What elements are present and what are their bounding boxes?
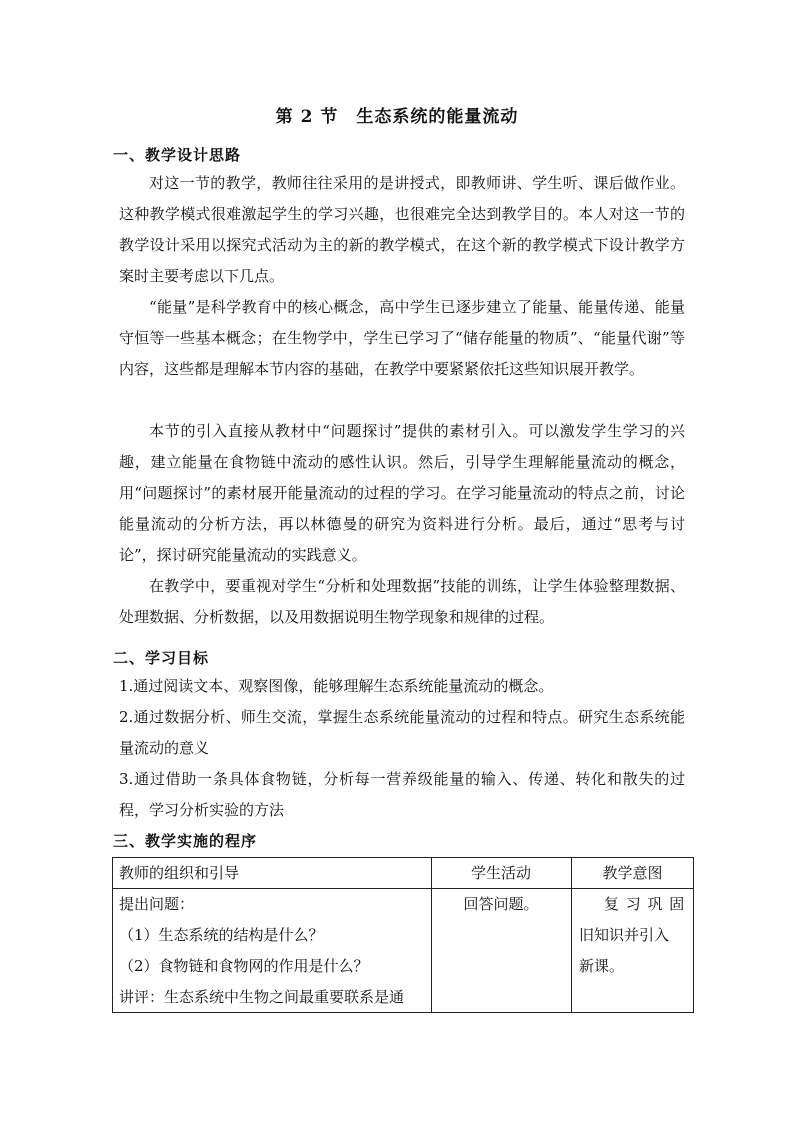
teacher-line: （1）生态系统的结构是什么？ xyxy=(119,926,324,944)
table-header-student: 学生活动 xyxy=(470,864,531,882)
table-cell-teacher xyxy=(119,889,404,1013)
paragraph-1: 对这一节的教学，教师往往采用的是讲授式，即教师讲、学生听、课后做作业。这种教学模式很难激起学生的学习兴趣，也很难完全达到教学目的。本人对这一节的教学设计采用以探究式活动为主的新的教学模式，在这个新的教学模式下设计教学方案时主要考虑以下几点。 xyxy=(119,174,685,285)
intent-line: 新课。 xyxy=(579,957,625,975)
paragraph-4: 在教学中，要重视对学生“分析和处理数据”技能的训练，让学生体验整理数据、处理数据、分析数据，以及用数据说明生物学现象和规律的过程。 xyxy=(119,577,685,626)
section-heading-goals: 二、学习目标 xyxy=(113,649,210,667)
teacher-line: （2）食物链和食物网的作用是什么？ xyxy=(119,957,369,975)
page-title: 第 2 节 生态系统的能量流动 xyxy=(275,107,519,127)
paragraph-3: 本节的引入直接从教材中“问题探讨”提供的素材引入。可以激发学生学习的兴趣，建立能量在食物链中流动的感性认识。然后，引导学生理解能量流动的概念，用“问题探讨”的素材展开能量流动的过程的学习。在学习能量流动的特点之前，讨论能量流动的分析方法，再以林德曼的研究为资料进行分析。最后，通过“思考与讨论”，探讨研究能量流动的实践意义。 xyxy=(119,422,685,564)
table-cell-intent xyxy=(579,889,689,982)
intent-line: 旧知识并引入 xyxy=(579,926,670,944)
goal-item-1: 1.通过阅读文本、观察图像，能够理解生态系统能量流动的概念。 xyxy=(119,677,554,695)
section-heading-procedure: 三、教学实施的程序 xyxy=(113,832,258,850)
section-heading-design: 一、教学设计思路 xyxy=(113,146,242,164)
procedure-table xyxy=(112,857,694,1013)
teacher-line: 提出问题： xyxy=(119,895,195,913)
table-cell-student-activity: 回答问题。 xyxy=(463,895,539,913)
intent-line: 复 习 巩 固 xyxy=(604,895,686,913)
table-header-teacher: 教师的组织和引导 xyxy=(119,864,240,882)
goal-item-2: 2.通过数据分析、师生交流，掌握生态系统能量流动的过程和特点。研究生态系统能量流动的意义 xyxy=(119,708,685,757)
teacher-line: 讲评：生态系统中生物之间最重要联系是通 xyxy=(119,988,405,1006)
goal-item-3: 3.通过借助一条具体食物链，分析每一营养级能量的输入、传递、转化和散失的过程，学习分析实验的方法 xyxy=(119,770,685,819)
paragraph-2: “能量”是科学教育中的核心概念，高中学生已逐步建立了能量、能量传递、能量守恒等一些基本概念；在生物学中，学生已学习了“储存能量的物质”、“能量代谢”等内容，这些都是理解本节内容的基础，在教学中要紧紧依托这些知识展开教学。 xyxy=(119,298,685,378)
table-header-intent: 教学意图 xyxy=(602,864,663,882)
